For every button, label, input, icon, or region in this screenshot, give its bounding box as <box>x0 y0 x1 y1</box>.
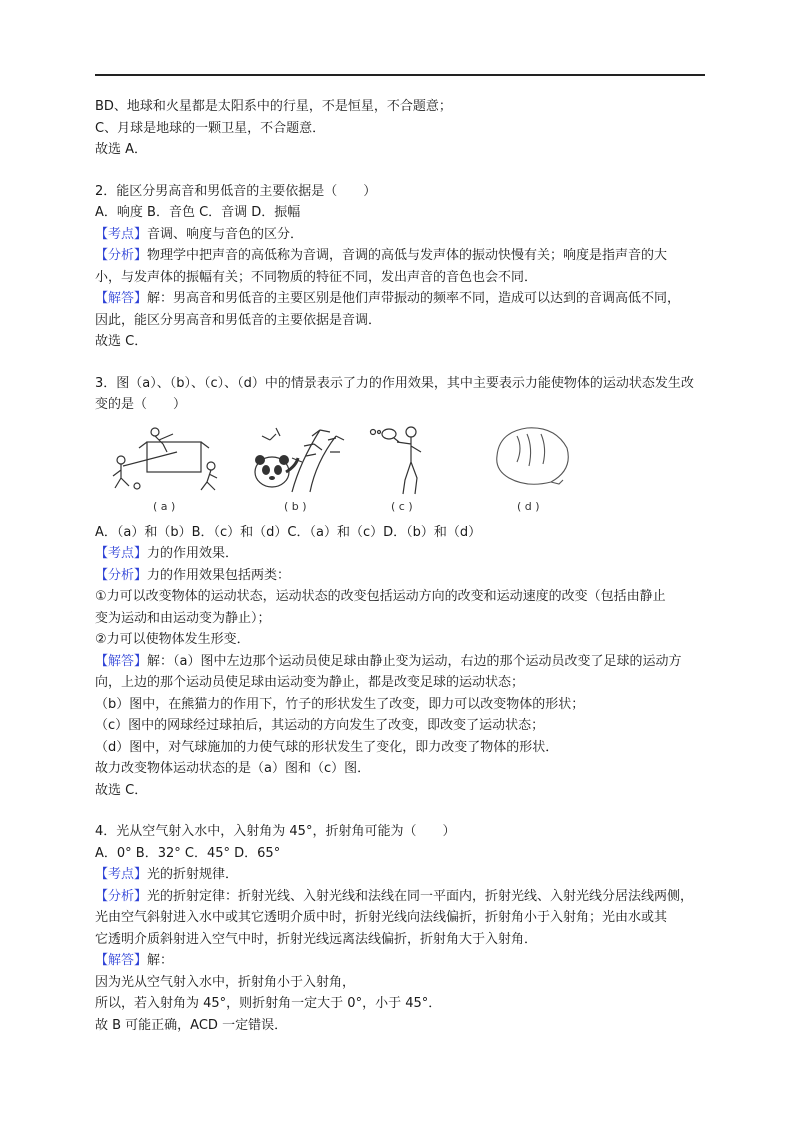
q2-fenxi-cont: 小，与发声体的振幅有关；不同物质的特征不同，发出声音的音色也会不同． <box>95 269 538 285</box>
kaodian-text: 光的折射规律． <box>147 867 239 882</box>
fenxi-text: 物理学中把声音的高低称为音调，音调的高低与发声体的振动快慢有关；响度是指声音的大 <box>147 248 668 263</box>
q4-answer: 故 B 可能正确，ACD 一定错误． <box>95 1017 288 1033</box>
q3-jieda <box>95 651 707 673</box>
kaodian-tag: 【考点】 <box>95 867 148 882</box>
q4-fenxi-cont: 光由空气斜射进入水中或其它透明介质中时，折射光线向法线偏折，折射角小于入射角；光由水或其 <box>95 910 668 925</box>
figure-a <box>103 422 223 513</box>
jieda-text: 解：男高音和男低音的主要区别是他们声带振动的频率不同，造成可以达到的音调高低不同， <box>147 291 681 306</box>
fenxi-tag: 【分析】 <box>95 888 148 904</box>
q3-fenxi <box>95 565 707 587</box>
jieda-tag: 【解答】 <box>95 953 148 968</box>
q3-stem: 3．图（a）、（b）、（c）、（d）中的情景表示了力的作用效果，其中主要表示力能使物体的运动状态发生改 <box>95 375 694 391</box>
q2-answer: 故选 C． <box>95 334 148 349</box>
figure-d <box>487 422 587 513</box>
kaodian-text: 音调、响度与音色的区分． <box>147 226 304 242</box>
figure-c <box>363 422 443 513</box>
figure-b <box>240 422 350 513</box>
q3-explain-c: （c）图中的网球经过球拍后，其运动的方向发生了改变，即改变了运动状态； <box>95 718 545 733</box>
q4-stem: 4．光从空气射入水中，入射角为 45°，折射角可能为（ ） <box>95 824 456 839</box>
q3-kaodian <box>95 543 707 565</box>
q2-kaodian <box>95 224 707 246</box>
tennis-player-illustration <box>363 422 443 498</box>
q3-point-1: ①力可以改变物体的运动状态，运动状态的改变包括运动方向的改变和运动速度的改变（包括由静止 <box>95 589 666 604</box>
q2-options: A．响度 B．音色 C．音调 D．振幅 <box>95 205 301 220</box>
header-rule <box>95 74 705 76</box>
q3-options: A．（a）和（b）B．（c）和（d）C．（a）和（c）D．（b）和（d） <box>95 524 482 540</box>
fenxi-tag: 【分析】 <box>95 567 148 583</box>
figure-c-caption: ( c ) <box>391 499 413 513</box>
q2-fenxi <box>95 245 707 267</box>
q4-kaodian <box>95 864 707 886</box>
fenxi-text: 光的折射定律：折射光线、入射光线和法线在同一平面内，折射光线、入射光线分居法线两侧， <box>147 888 694 904</box>
q3-conclusion: 故力改变物体运动状态的是（a）图和（c）图． <box>95 761 371 776</box>
q4-jieda <box>95 950 707 972</box>
kaodian-tag: 【考点】 <box>95 226 148 242</box>
balloon-hands-illustration <box>487 422 587 498</box>
q3-figures <box>95 422 707 518</box>
fenxi-text: 力的作用效果包括两类： <box>147 567 291 583</box>
figure-b-caption: ( b ) <box>284 499 307 513</box>
jieda-tag: 【解答】 <box>95 291 148 306</box>
q3-explain-d: （d）图中，对气球施加的力使气球的形状发生了变化，即力改变了物体的形状． <box>95 739 559 755</box>
q4-jieda-line: 因为光从空气射入水中，折射角小于入射角， <box>95 974 356 990</box>
document-body <box>95 96 707 1036</box>
q1-text-line: BD、地球和火星都是太阳系中的行星，不是恒星，不合题意； <box>95 99 452 114</box>
q4-options: A．0° B．32° C．45° D．65° <box>95 845 281 861</box>
fenxi-tag: 【分析】 <box>95 248 148 263</box>
kaodian-text: 力的作用效果． <box>147 546 239 561</box>
q2-stem: 2．能区分男高音和男低音的主要依据是（ ） <box>95 183 377 199</box>
q3-explain-b: （b）图中，在熊猫力的作用下，竹子的形状发生了改变，即力可以改变物体的形状； <box>95 696 585 712</box>
q4-fenxi-cont: 它透明介质斜射进入空气中时，折射光线远离法线偏折，折射角大于入射角． <box>95 931 538 947</box>
q3-answer: 故选 C． <box>95 782 148 798</box>
q3-point-1-cont: 变为运动和由运动变为静止）； <box>95 610 271 626</box>
q1-answer: 故选 A． <box>95 142 148 157</box>
q3-point-2: ②力可以使物体发生形变． <box>95 632 250 647</box>
q4-fenxi <box>95 886 707 908</box>
figure-a-caption: ( a ) <box>153 499 176 513</box>
jieda-text: 解：（a）图中左边那个运动员使足球由静止变为运动，右边的那个运动员改变了足球的运动方 <box>147 653 682 669</box>
panda-bamboo-illustration <box>240 422 350 498</box>
kaodian-tag: 【考点】 <box>95 546 148 561</box>
q2-jieda-cont: 因此，能区分男高音和男低音的主要依据是音调． <box>95 312 382 328</box>
q2-jieda <box>95 288 707 310</box>
figure-d-caption: ( d ) <box>517 499 540 513</box>
q3-stem-cont: 变的是（ ） <box>95 397 187 412</box>
jieda-text: 解： <box>147 953 174 968</box>
q4-jieda-line: 所以，若入射角为 45°，则折射角一定大于 0°，小于 45°． <box>95 996 442 1011</box>
q1-text-line: C、月球是地球的一颗卫星，不合题意． <box>95 120 326 136</box>
football-players-illustration <box>103 422 223 498</box>
q3-jieda-cont: 向，上边的那个运动员使足球由运动变为静止，都是改变足球的运动状态； <box>95 675 525 690</box>
jieda-tag: 【解答】 <box>95 653 148 669</box>
